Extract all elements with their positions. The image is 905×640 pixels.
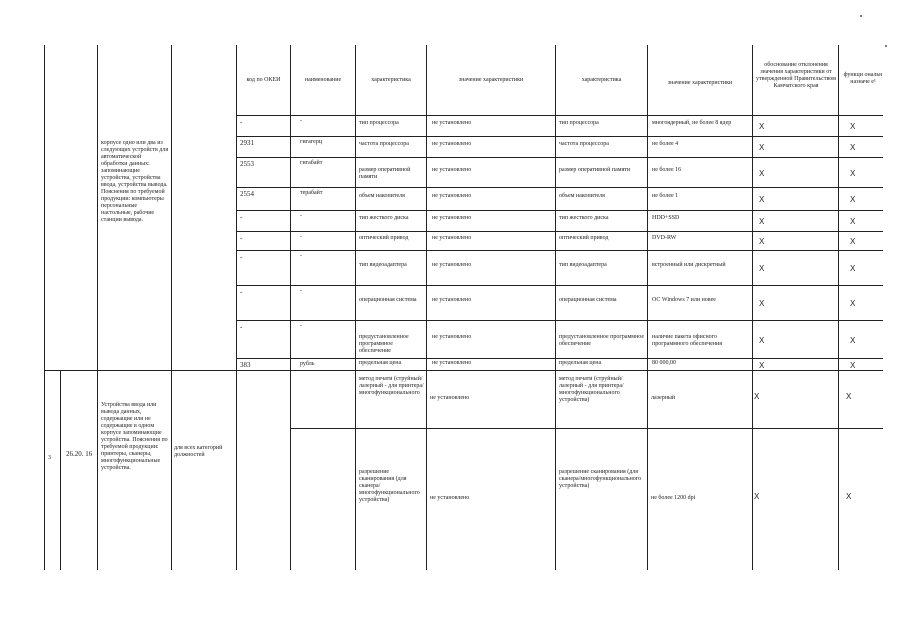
- table-border: [44, 45, 45, 570]
- value-cell-2: DVD-RW: [652, 235, 677, 241]
- okei-code-cell: 2931: [240, 139, 254, 147]
- value-cell-2: не более 16: [652, 167, 682, 173]
- scan-dot: [885, 45, 887, 47]
- table-border: [236, 320, 883, 321]
- functional-x: X: [850, 122, 856, 131]
- functional-x: X: [850, 361, 856, 370]
- table-border: [555, 45, 556, 570]
- value-cell: не установлено: [432, 360, 472, 366]
- unit-name-cell: рубль: [300, 361, 315, 367]
- characteristic-cell-2: тип процессора: [559, 120, 599, 126]
- value-cell: не установлено: [432, 193, 472, 199]
- value-cell-2: не более 4: [652, 141, 679, 147]
- characteristic-cell-2: разрешение сканирования (для сканера/многофункционального устройства): [559, 469, 642, 489]
- value-cell: не установлено: [432, 141, 472, 147]
- header-characteristic: характеристика: [371, 77, 411, 83]
- justification-x: X: [759, 361, 765, 370]
- okpd-code: 26.20. 16: [66, 450, 93, 458]
- functional-x: X: [850, 299, 856, 308]
- functional-x: X: [850, 143, 856, 152]
- functional-x: X: [850, 169, 856, 178]
- characteristic-cell-2: операционная система: [559, 297, 617, 303]
- header-functional: функци ональн назначе е¹: [843, 72, 883, 85]
- characteristic-cell-2: метод печати (струйный/лазерный - для принтера/многофункционального устройства): [559, 376, 624, 403]
- table-border: [236, 285, 883, 286]
- table-border: [236, 231, 883, 232]
- table-border: [290, 45, 291, 570]
- value-cell: не установлено: [432, 167, 472, 173]
- unit-name-cell: гигабайт: [300, 160, 323, 166]
- justification-x: X: [759, 237, 765, 246]
- okei-code-cell: -: [240, 253, 243, 261]
- okei-code-cell: 2554: [240, 190, 254, 198]
- header-justification: обоснование отклонения значения характеристики от утвержденной Правительством Камчатского края: [756, 62, 836, 89]
- table-border: [236, 187, 883, 188]
- value-cell-2: не более 1200 dpi: [651, 495, 696, 501]
- justification-x: X: [759, 169, 765, 178]
- value-cell: не установлено: [430, 495, 470, 501]
- scan-dot: [860, 15, 862, 17]
- justification-x: X: [759, 122, 765, 131]
- table-border: [60, 370, 61, 570]
- product-description-2: Устройства ввода или вывода данных, содержащие или не содержащие в одном корпусе запоминающие устройства. Пояснения по требуемой продукции: принтеры, сканеры, многофункциональные устройства.: [101, 402, 168, 471]
- row-number: 3: [48, 455, 51, 461]
- functional-x: X: [850, 237, 856, 246]
- justification-x: X: [759, 264, 765, 273]
- characteristic-cell-2: размер оперативной памяти: [559, 167, 631, 173]
- table-border: [647, 45, 648, 570]
- characteristic-cell: метод печати (струйный/лазерный - для принтера/многофункционального: [359, 376, 424, 396]
- unit-name-cell: -: [300, 118, 302, 124]
- value-cell: не установлено: [432, 215, 472, 221]
- table-border: [355, 45, 356, 570]
- okei-code-cell: -: [240, 234, 243, 242]
- header-unit-name: наименование: [304, 77, 342, 83]
- table-border: [838, 45, 839, 570]
- header-value-2: значение характеристики: [667, 80, 733, 86]
- unit-name-cell: -: [300, 288, 302, 294]
- functional-x: X: [850, 195, 856, 204]
- characteristic-cell-2: предельная цена: [559, 360, 602, 366]
- value-cell: не установлено: [432, 120, 472, 126]
- okei-code-cell: -: [240, 288, 243, 296]
- unit-name-cell: терабайт: [300, 190, 323, 196]
- okei-code-cell: -: [240, 118, 243, 126]
- table-border: [171, 45, 172, 570]
- functional-x: X: [850, 336, 856, 345]
- functional-x: X: [846, 392, 852, 401]
- characteristic-cell: предустановленное программное обеспечение: [359, 334, 409, 354]
- value-cell: не установлено: [432, 297, 472, 303]
- okei-code-cell: -: [240, 323, 243, 331]
- okei-code-cell: 383: [240, 361, 251, 369]
- value-cell-2: наличие пакета офисного программного обеспечения: [652, 334, 722, 347]
- table-border: [97, 45, 98, 570]
- unit-name-cell: гигагерц: [300, 139, 323, 145]
- value-cell: не установлено: [432, 235, 472, 241]
- value-cell-2: HDD+SSD: [652, 215, 680, 221]
- value-cell-2: 80 000,00: [652, 360, 676, 366]
- okei-code-cell: 2553: [240, 160, 254, 168]
- unit-name-cell: -: [300, 323, 302, 329]
- characteristic-cell: тип процессора: [359, 120, 399, 126]
- justification-x: X: [759, 143, 765, 152]
- table-border: [236, 115, 883, 116]
- value-cell: не установлено: [432, 262, 472, 268]
- table-border: [752, 45, 753, 570]
- characteristic-cell: оптический привод: [359, 235, 409, 241]
- table-border: [236, 45, 237, 570]
- header-characteristic-2: характеристика: [581, 77, 622, 83]
- table-border: [44, 370, 883, 371]
- characteristic-cell: операционная система: [359, 297, 417, 303]
- value-cell-2: ОС Windows 7 или новее: [652, 297, 716, 303]
- characteristic-cell: разрешение сканирования (для сканера/многофункционального устройства): [359, 469, 420, 503]
- header-value: значение характеристики: [458, 77, 524, 83]
- justification-x: X: [759, 217, 765, 226]
- value-cell-2: встроенный или дискретный: [652, 262, 726, 268]
- characteristic-cell: объем накопителя: [359, 193, 405, 199]
- table-border: [236, 250, 883, 251]
- functional-x: X: [850, 264, 856, 273]
- characteristic-cell-2: тип жесткого диска: [559, 215, 609, 221]
- characteristic-cell: тип жесткого диска: [359, 215, 409, 221]
- characteristic-cell: размер оперативной памяти: [359, 167, 411, 180]
- characteristic-cell-2: частота процессора: [559, 141, 609, 147]
- justification-x: X: [754, 492, 760, 501]
- functional-x: X: [846, 492, 852, 501]
- characteristic-cell-2: тип видеоадаптера: [559, 262, 607, 268]
- value-cell-2: многоядерный, не более 8 ядер: [652, 120, 732, 126]
- justification-x: X: [759, 299, 765, 308]
- unit-name-cell: -: [300, 213, 302, 219]
- characteristic-cell-2: предустановленное программное обеспечение: [559, 334, 645, 347]
- okei-code-cell: -: [240, 213, 243, 221]
- value-cell: не установлено: [432, 334, 472, 340]
- justification-x: X: [759, 195, 765, 204]
- table-border: [290, 428, 883, 429]
- value-cell-2: не более 1: [652, 193, 679, 199]
- position-category: для всех категорий должностей: [174, 445, 223, 458]
- header-okei-code: код по ОКЕИ: [246, 77, 281, 83]
- characteristic-cell: тип видеоадаптера: [359, 262, 407, 268]
- characteristic-cell-2: объем накопителя: [559, 193, 605, 199]
- characteristic-cell: частота процессора: [359, 141, 409, 147]
- unit-name-cell: -: [300, 253, 302, 259]
- value-cell-2: лазерный: [651, 395, 676, 401]
- product-description: корпусе одно или два из следующих устройств для автоматической обработки данных: запоминающие устройства, устройства ввода, устройства вывода. Пояснения по требуемой продукции: компьютеры персональные настольные, рабочие станции вывода.: [101, 140, 169, 223]
- table-border: [236, 157, 883, 158]
- justification-x: X: [759, 336, 765, 345]
- characteristic-cell: предельная цена: [359, 360, 402, 366]
- table-border: [236, 358, 883, 359]
- justification-x: X: [754, 392, 760, 401]
- table-border: [236, 136, 883, 137]
- value-cell: не установлено: [430, 395, 470, 401]
- unit-name-cell: -: [300, 234, 302, 240]
- table-border: [236, 210, 883, 211]
- table-border: [426, 45, 427, 570]
- characteristic-cell-2: оптический привод: [559, 235, 609, 241]
- functional-x: X: [850, 217, 856, 226]
